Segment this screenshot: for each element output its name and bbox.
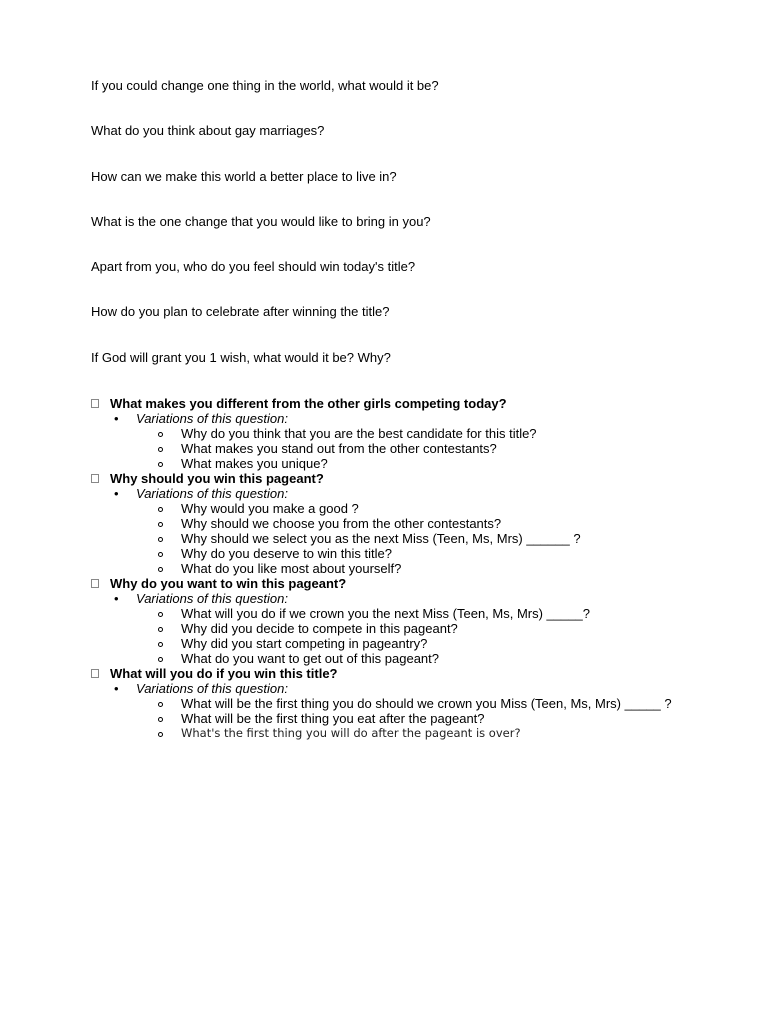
bullet-icon: • [114,681,119,696]
circle-bullet-icon [158,522,163,527]
list-item [91,621,681,636]
list-item [91,516,681,531]
variation-label: Variations of this question: [136,591,288,606]
variation-text: What will be the first thing you do should we crown you Miss (Teen, Ms, Mrs) _____ ? [181,696,672,711]
question-text: How can we make this world a better place to live in? [91,168,397,184]
list-item [91,426,681,441]
box-bullet-icon [91,579,99,588]
circle-bullet-icon [158,537,163,542]
variation-heading [91,411,691,426]
main-question-text: What makes you different from the other girls competing today? [110,396,507,411]
variation-text: What makes you unique? [181,456,328,471]
circle-bullet-icon [158,657,163,662]
variation-text: Why should we select you as the next Miss (Teen, Ms, Mrs) ______ ? [181,531,581,546]
variation-text: What makes you stand out from the other contestants? [181,441,497,456]
list-item [91,636,681,651]
question-text: If God will grant you 1 wish, what would it be? Why? [91,349,391,365]
circle-bullet-icon [158,552,163,557]
bullet-icon: • [114,411,119,426]
main-question-text: Why do you want to win this pageant? [110,576,347,591]
variation-list [91,696,691,741]
variation-text: What's the first thing you will do after the pageant is over? [181,726,521,740]
box-bullet-icon [91,669,99,678]
circle-bullet-icon [158,462,163,467]
main-question [91,471,691,486]
variation-list [91,426,691,471]
list-item [91,501,681,516]
circle-bullet-icon [158,507,163,512]
variation-text: Why did you decide to compete in this pageant? [181,621,458,636]
box-bullet-icon [91,399,99,408]
question-groups [91,396,691,741]
variation-heading [91,486,691,501]
list-item [91,546,681,561]
list-item [91,696,681,711]
variation-label: Variations of this question: [136,486,288,501]
circle-bullet-icon [158,702,163,707]
variation-text: What will be the first thing you eat after the pageant? [181,711,485,726]
variation-heading [91,591,691,606]
main-question-text: Why should you win this pageant? [110,471,324,486]
circle-bullet-icon [158,432,163,437]
list-item [91,651,681,666]
variation-text: Why would you make a good ? [181,501,359,516]
list-item [91,606,681,621]
circle-bullet-icon [158,627,163,632]
variation-label: Variations of this question: [136,411,288,426]
list-item [91,456,681,471]
list-item [91,726,681,741]
question-text: Apart from you, who do you feel should win today's title? [91,259,416,275]
list-item [91,561,681,576]
variation-list [91,501,691,576]
question-text: What is the one change that you would like to bring in you? [91,213,431,229]
variation-text: What do you like most about yourself? [181,561,402,576]
list-item [91,441,681,456]
variation-text: What will you do if we crown you the next Miss (Teen, Ms, Mrs) _____? [181,606,590,621]
plain-question-list [91,78,439,395]
variation-list [91,606,691,666]
main-question [91,396,691,411]
circle-bullet-icon [158,732,163,737]
box-bullet-icon [91,474,99,483]
main-question [91,666,691,681]
variation-label: Variations of this question: [136,681,288,696]
question-text: What do you think about gay marriages? [91,123,325,139]
question-text: If you could change one thing in the world, what would it be? [91,78,439,93]
variation-text: What do you want to get out of this pageant? [181,651,440,666]
list-item [91,531,681,546]
circle-bullet-icon [158,567,163,572]
variation-text: Why should we choose you from the other contestants? [181,516,502,531]
circle-bullet-icon [158,447,163,452]
bullet-icon: • [114,591,119,606]
main-question [91,576,691,591]
list-item [91,711,681,726]
variation-text: Why do you deserve to win this title? [181,546,392,561]
circle-bullet-icon [158,717,163,722]
main-question-text: What will you do if you win this title? [110,666,338,681]
circle-bullet-icon [158,612,163,617]
variation-heading [91,681,691,696]
question-text: How do you plan to celebrate after winning the title? [91,304,390,320]
bullet-icon: • [114,486,119,501]
circle-bullet-icon [158,642,163,647]
variation-text: Why do you think that you are the best candidate for this title? [181,426,537,441]
variation-text: Why did you start competing in pageantry? [181,636,428,651]
